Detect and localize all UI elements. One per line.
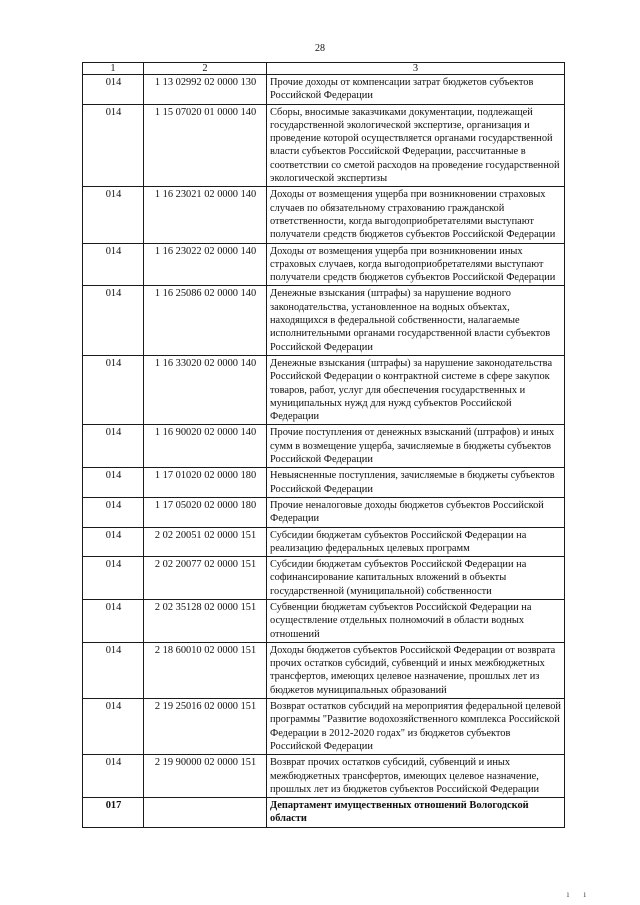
admin-code-cell: 014 (83, 497, 144, 527)
revenue-name-cell: Доходы бюджетов субъектов Российской Федерации от возврата прочих остатков субсидий, субвенций и иных межбюджетных трансфертов, имеющих целевое назначение, прошлых лет из бюджетов муниципальных образований (267, 642, 565, 698)
revenue-name-cell: Сборы, вносимые заказчиками документации, подлежащей государственной экологической экспертизе, организация и проведение которой осуществляется органами государственной власти субъектов Российской Федерации, рассчитанные в соответствии со сметой расходов на проведение государственной экологической экспертизы (267, 104, 565, 187)
revenue-name-cell: Невыясненные поступления, зачисляемые в бюджеты субъектов Российской Федерации (267, 468, 565, 498)
budget-code-cell: 1 16 33020 02 0000 140 (144, 355, 267, 424)
budget-code-cell: 1 16 23022 02 0000 140 (144, 243, 267, 286)
budget-code-cell: 2 19 90000 02 0000 151 (144, 755, 267, 798)
budget-code-cell: 2 02 20077 02 0000 151 (144, 557, 267, 600)
revenue-name-cell: Субсидии бюджетам субъектов Российской Федерации на реализацию федеральных целевых программ (267, 527, 565, 557)
budget-code-cell (144, 798, 267, 828)
table-header-row (83, 63, 565, 75)
page-number: 28 (315, 43, 325, 54)
revenue-name-cell: Прочие неналоговые доходы бюджетов субъектов Российской Федерации (267, 497, 565, 527)
table-row (83, 497, 565, 527)
admin-code-cell: 014 (83, 243, 144, 286)
budget-code-cell: 1 15 07020 01 0000 140 (144, 104, 267, 187)
budget-code-cell: 1 17 05020 02 0000 180 (144, 497, 267, 527)
budget-code-cell: 2 02 35128 02 0000 151 (144, 599, 267, 642)
admin-code-cell: 014 (83, 642, 144, 698)
admin-code-cell: 014 (83, 468, 144, 498)
scan-corner-marks: ı ı (566, 889, 592, 899)
admin-code-cell: 014 (83, 75, 144, 105)
admin-code-cell: 014 (83, 527, 144, 557)
table-row (83, 755, 565, 798)
budget-code-cell: 1 16 25086 02 0000 140 (144, 286, 267, 355)
table-row (83, 286, 565, 355)
revenue-name-cell: Субсидии бюджетам субъектов Российской Федерации на софинансирование капитальных вложений в объекты государственной (муниципальной) собственности (267, 557, 565, 600)
table-row (83, 557, 565, 600)
revenue-name-cell: Денежные взыскания (штрафы) за нарушение законодательства Российской Федерации о контрактной системе в сфере закупок товаров, работ, услуг для обеспечения государственных и муниципальных нужд для нужд субъектов Российской Федерации (267, 355, 565, 424)
table-row (83, 699, 565, 755)
revenue-name-cell: Прочие доходы от компенсации затрат бюджетов субъектов Российской Федерации (267, 75, 565, 105)
table-row (83, 599, 565, 642)
column-header-name: 3 (267, 63, 565, 75)
admin-code-cell: 017 (83, 798, 144, 828)
budget-code-cell: 1 16 90020 02 0000 140 (144, 425, 267, 468)
admin-code-cell: 014 (83, 599, 144, 642)
admin-code-cell: 014 (83, 699, 144, 755)
admin-code-cell: 014 (83, 286, 144, 355)
revenue-name-cell: Денежные взыскания (штрафы) за нарушение водного законодательства, установленное на водных объектах, находящихся в федеральной собственности, налагаемые исполнительными органами государственной власти субъектов Российской Федерации (267, 286, 565, 355)
budget-code-cell: 1 13 02992 02 0000 130 (144, 75, 267, 105)
revenue-name-cell: Доходы от возмещения ущерба при возникновении иных страховых случаев, когда выгодоприобретателями выступают получатели средств бюджетов субъектов Российской Федерации (267, 243, 565, 286)
revenue-name-cell: Субвенции бюджетам субъектов Российской Федерации на осуществление отдельных полномочий в области водных отношений (267, 599, 565, 642)
budget-code-cell: 1 16 23021 02 0000 140 (144, 187, 267, 243)
budget-code-cell: 2 19 25016 02 0000 151 (144, 699, 267, 755)
admin-code-cell: 014 (83, 557, 144, 600)
table-row (83, 243, 565, 286)
admin-code-cell: 014 (83, 755, 144, 798)
column-header-admin: 1 (83, 63, 144, 75)
table-row (83, 75, 565, 105)
admin-code-cell: 014 (83, 355, 144, 424)
admin-code-cell: 014 (83, 187, 144, 243)
revenue-name-cell: Возврат остатков субсидий на мероприятия федеральной целевой программы "Развитие водохозяйственного комплекса Российской Федерации в 2012-2020 годах" из бюджетов субъектов Российской Федерации (267, 699, 565, 755)
table-row (83, 468, 565, 498)
table-row (83, 527, 565, 557)
table-row (83, 642, 565, 698)
admin-code-cell: 014 (83, 104, 144, 187)
column-header-code: 2 (144, 63, 267, 75)
revenue-name-cell: Доходы от возмещения ущерба при возникновении страховых случаев по обязательному страхованию гражданской ответственности, когда выгодоприобретателями выступают получатели средств бюджетов субъектов Российской Федерации (267, 187, 565, 243)
table-row (83, 425, 565, 468)
revenue-name-cell: Возврат прочих остатков субсидий, субвенций и иных межбюджетных трансфертов, имеющих целевое назначение, прошлых лет из бюджетов субъектов Российской Федерации (267, 755, 565, 798)
admin-code-cell: 014 (83, 425, 144, 468)
table-row (83, 104, 565, 187)
budget-code-cell: 1 17 01020 02 0000 180 (144, 468, 267, 498)
revenue-name-cell: Прочие поступления от денежных взысканий (штрафов) и иных сумм в возмещение ущерба, зачисляемые в бюджеты субъектов Российской Федерации (267, 425, 565, 468)
table-row (83, 355, 565, 424)
budget-code-cell: 2 18 60010 02 0000 151 (144, 642, 267, 698)
department-name-cell: Департамент имущественных отношений Вологодской области (267, 798, 565, 828)
revenue-codes-table (82, 62, 565, 828)
budget-code-cell: 2 02 20051 02 0000 151 (144, 527, 267, 557)
department-row (83, 798, 565, 828)
table-row (83, 187, 565, 243)
